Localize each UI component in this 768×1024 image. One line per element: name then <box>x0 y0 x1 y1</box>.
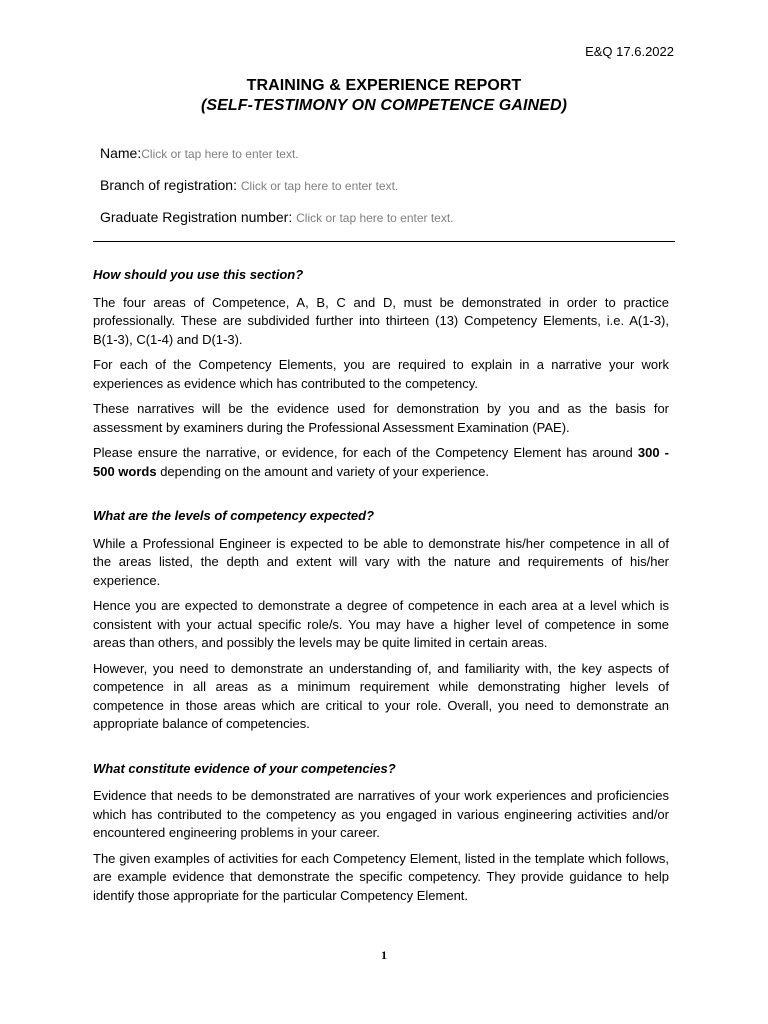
graduate-registration-label: Graduate Registration number: <box>100 209 297 225</box>
paragraph: However, you need to demonstrate an understanding of, and familiarity with, the key aspects of competence in all areas as a minimum requirement while demonstrating higher levels of competence in those areas which are critical to your role. Overall, you need to demonstrate an appropriate balance of competencies. <box>93 660 669 731</box>
applicant-details-form <box>100 145 660 241</box>
branch-label: Branch of registration: <box>100 177 241 193</box>
paragraph: Hence you are expected to demonstrate a degree of competence in each area at a level which is consistent with your actual specific role/s. You may have a higher level of competence in some areas than others, and possibly the levels may be quite limited in certain areas. <box>93 598 669 650</box>
section-spacer <box>93 488 669 507</box>
name-row <box>100 145 660 177</box>
name-field[interactable]: Click or tap here to enter text. <box>141 147 299 161</box>
word-count-emphasis: 300 - 500 words <box>93 445 669 479</box>
paragraph: While a Professional Engineer is expected to be able to demonstrate his/her competence in all of the areas listed, the depth and extent will vary with the nature and requirements of his/her experience. <box>93 535 669 588</box>
report-subtitle: (SELF-TESTIMONY ON COMPETENCE GAINED) <box>200 97 568 114</box>
word-count-text-before: Please ensure the narrative, or evidence, for each of the Competency Element has around <box>93 445 638 460</box>
section-heading: What constitute evidence of your competencies? <box>93 760 396 776</box>
section-competency-levels <box>93 507 669 734</box>
paragraph: The given examples of activities for each Competency Element, listed in the template which follows, are example evidence that demonstrate the specific competency. They provide guidance to help identify those appropriate for the particular Competency Element. <box>93 850 669 903</box>
horizontal-divider <box>93 241 675 242</box>
instructions-body <box>93 266 669 912</box>
paragraph: Evidence that needs to be demonstrated are narratives of your work experiences and proficiencies which has contributed to the competency as you engaged in various engineering activities and/or encountered engineering problems in your career. <box>93 788 669 840</box>
section-heading: What are the levels of competency expected? <box>93 508 375 523</box>
graduate-registration-field[interactable]: Click or tap here to enter text. <box>296 211 454 225</box>
paragraph: The four areas of Competence, A, B, C and D, must be demonstrated in order to practice professionally. These are subdivided further into thirteen (13) Competency Elements, i.e. A(1-3), B(1-3), C(1-4) and D(1-3). <box>93 294 669 347</box>
section-evidence <box>93 760 669 906</box>
word-count-paragraph <box>93 444 669 481</box>
branch-field[interactable]: Click or tap here to enter text. <box>240 179 399 193</box>
section-how-to-use <box>93 266 669 481</box>
page-number: 1 <box>381 948 387 962</box>
document-code: E&Q 17.6.2022 <box>585 44 674 59</box>
section-spacer <box>93 741 669 760</box>
report-title: TRAINING & EXPERIENCE REPORT <box>246 77 522 94</box>
graduate-registration-row <box>100 209 660 241</box>
word-count-text-after: depending on the amount and variety of your experience. <box>156 463 490 479</box>
name-label: Name: <box>100 145 142 161</box>
section-heading: How should you use this section? <box>93 267 304 282</box>
paragraph: For each of the Competency Elements, you are required to explain in a narrative your work experiences as evidence which has contributed to the competency. <box>93 357 669 391</box>
branch-row <box>100 177 660 209</box>
paragraph: These narratives will be the evidence used for demonstration by you and as the basis for assessment by examiners during the Professional Assessment Examination (PAE). <box>93 401 669 435</box>
